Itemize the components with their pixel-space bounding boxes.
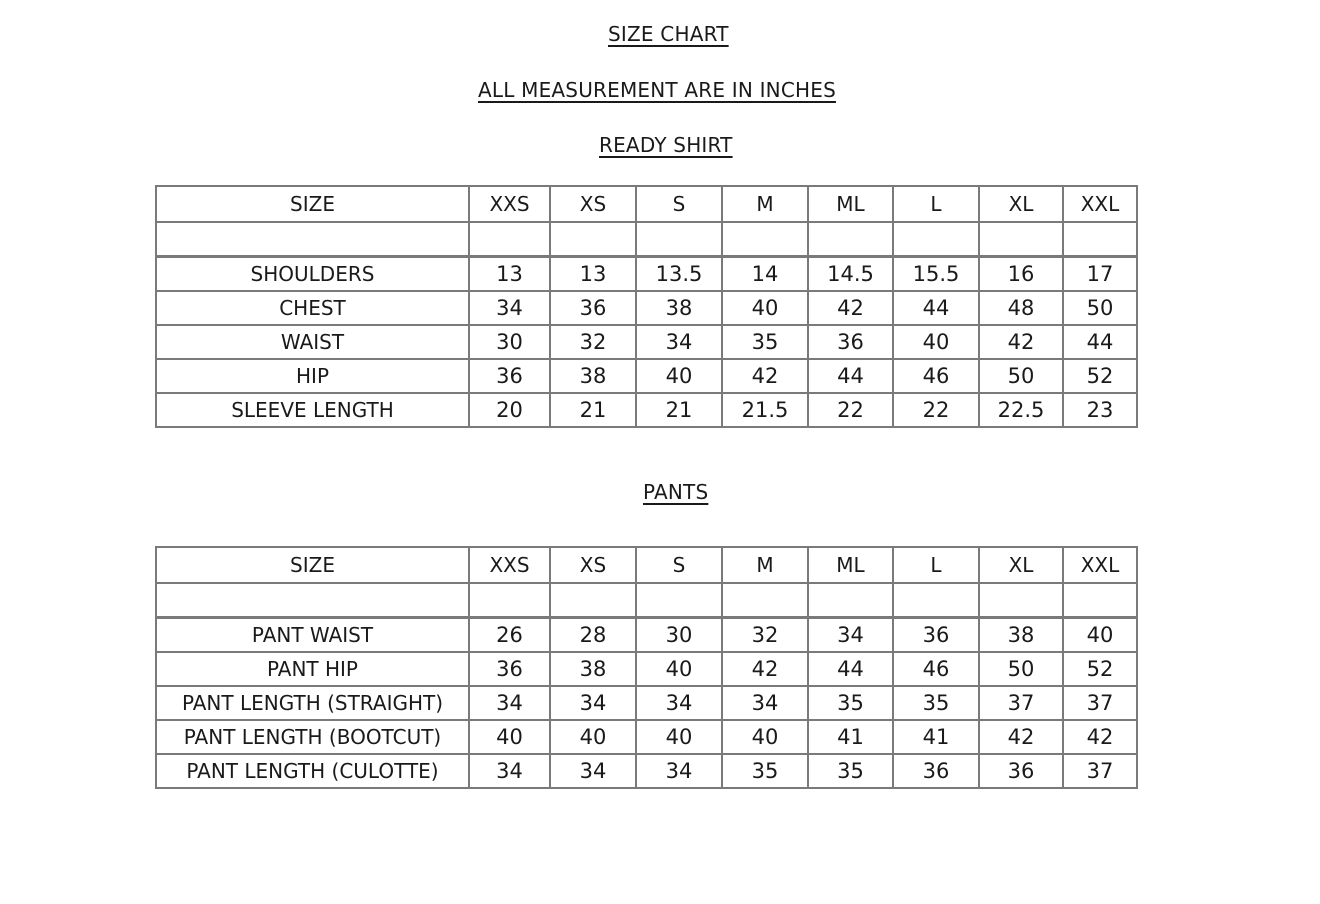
measurement-value: 44: [808, 359, 893, 393]
measurement-value: 40: [469, 720, 550, 754]
size-header-xxs: XXS: [469, 186, 550, 222]
pants-heading: PANTS: [643, 480, 709, 504]
pants-size-table: [155, 546, 1138, 789]
measurement-value: 21: [550, 393, 636, 427]
size-column-header: SIZE: [156, 186, 469, 222]
measurement-value: 52: [1063, 359, 1137, 393]
ready-shirt-size-table: [155, 185, 1138, 428]
empty-cell: [636, 583, 722, 618]
measurement-value: 40: [636, 720, 722, 754]
empty-cell: [550, 222, 636, 257]
table-blank-row: [156, 583, 1137, 618]
measurement-value: 41: [893, 720, 979, 754]
measurement-value: 44: [893, 291, 979, 325]
measurement-value: 37: [979, 686, 1063, 720]
table-blank-row: [156, 222, 1137, 257]
size-column-header: SIZE: [156, 547, 469, 583]
empty-cell: [979, 222, 1063, 257]
size-header-s: S: [636, 547, 722, 583]
table-row: [156, 257, 1137, 292]
empty-cell: [722, 583, 808, 618]
size-header-l: L: [893, 186, 979, 222]
measurement-value: 14.5: [808, 257, 893, 292]
measurement-label: PANT LENGTH (STRAIGHT): [156, 686, 469, 720]
size-header-xxs: XXS: [469, 547, 550, 583]
measurement-value: 34: [550, 686, 636, 720]
measurement-value: 38: [979, 618, 1063, 653]
measurement-value: 37: [1063, 754, 1137, 788]
measurement-label: CHEST: [156, 291, 469, 325]
measurement-value: 35: [893, 686, 979, 720]
size-header-xxl: XXL: [1063, 547, 1137, 583]
measurement-value: 22: [893, 393, 979, 427]
table-row: [156, 291, 1137, 325]
measurement-value: 48: [979, 291, 1063, 325]
measurement-value: 38: [550, 652, 636, 686]
measurement-value: 46: [893, 652, 979, 686]
measurement-label: PANT HIP: [156, 652, 469, 686]
measurement-value: 42: [722, 359, 808, 393]
measurement-value: 44: [808, 652, 893, 686]
measurement-value: 40: [636, 652, 722, 686]
measurement-value: 17: [1063, 257, 1137, 292]
table-header-row: [156, 186, 1137, 222]
measurement-value: 34: [469, 686, 550, 720]
empty-cell: [156, 222, 469, 257]
measurement-value: 34: [550, 754, 636, 788]
table-row: [156, 393, 1137, 427]
size-header-xs: XS: [550, 186, 636, 222]
page-title: SIZE CHART: [608, 22, 729, 46]
empty-cell: [808, 222, 893, 257]
table-row: [156, 686, 1137, 720]
table-row: [156, 359, 1137, 393]
size-header-ml: ML: [808, 547, 893, 583]
empty-cell: [1063, 222, 1137, 257]
measurement-value: 40: [722, 720, 808, 754]
measurement-value: 21: [636, 393, 722, 427]
empty-cell: [469, 583, 550, 618]
measurement-value: 36: [550, 291, 636, 325]
size-header-xl: XL: [979, 186, 1063, 222]
measurement-value: 13: [550, 257, 636, 292]
measurement-value: 30: [636, 618, 722, 653]
size-header-s: S: [636, 186, 722, 222]
measurement-value: 35: [808, 686, 893, 720]
measurement-value: 36: [469, 359, 550, 393]
measurement-value: 13: [469, 257, 550, 292]
measurement-value: 40: [636, 359, 722, 393]
measurement-value: 32: [722, 618, 808, 653]
measurement-value: 42: [722, 652, 808, 686]
empty-cell: [550, 583, 636, 618]
measurement-value: 50: [979, 652, 1063, 686]
empty-cell: [893, 222, 979, 257]
empty-cell: [722, 222, 808, 257]
measurement-value: 36: [893, 618, 979, 653]
measurement-value: 42: [1063, 720, 1137, 754]
measurement-value: 34: [636, 754, 722, 788]
size-header-xl: XL: [979, 547, 1063, 583]
measurement-value: 50: [1063, 291, 1137, 325]
measurement-value: 36: [893, 754, 979, 788]
measurement-value: 46: [893, 359, 979, 393]
measurement-label: SHOULDERS: [156, 257, 469, 292]
measurement-value: 36: [979, 754, 1063, 788]
measurement-label: WAIST: [156, 325, 469, 359]
measurement-value: 41: [808, 720, 893, 754]
measurement-value: 40: [1063, 618, 1137, 653]
empty-cell: [469, 222, 550, 257]
size-header-xxl: XXL: [1063, 186, 1137, 222]
measurement-unit-note: ALL MEASUREMENT ARE IN INCHES: [478, 78, 836, 102]
measurement-label: SLEEVE LENGTH: [156, 393, 469, 427]
measurement-value: 38: [636, 291, 722, 325]
measurement-value: 42: [979, 720, 1063, 754]
empty-cell: [1063, 583, 1137, 618]
measurement-value: 20: [469, 393, 550, 427]
measurement-value: 35: [722, 754, 808, 788]
measurement-label: HIP: [156, 359, 469, 393]
measurement-value: 22: [808, 393, 893, 427]
empty-cell: [979, 583, 1063, 618]
empty-cell: [156, 583, 469, 618]
table-row: [156, 720, 1137, 754]
table-row: [156, 754, 1137, 788]
size-header-m: M: [722, 186, 808, 222]
size-header-xs: XS: [550, 547, 636, 583]
measurement-value: 40: [893, 325, 979, 359]
ready-shirt-heading: READY SHIRT: [599, 133, 733, 157]
empty-cell: [808, 583, 893, 618]
measurement-value: 28: [550, 618, 636, 653]
measurement-value: 15.5: [893, 257, 979, 292]
measurement-value: 37: [1063, 686, 1137, 720]
measurement-value: 26: [469, 618, 550, 653]
measurement-value: 34: [808, 618, 893, 653]
empty-cell: [893, 583, 979, 618]
measurement-value: 34: [469, 754, 550, 788]
measurement-label: PANT LENGTH (BOOTCUT): [156, 720, 469, 754]
measurement-value: 30: [469, 325, 550, 359]
measurement-value: 23: [1063, 393, 1137, 427]
table-row: [156, 325, 1137, 359]
measurement-value: 21.5: [722, 393, 808, 427]
measurement-value: 36: [808, 325, 893, 359]
measurement-value: 35: [808, 754, 893, 788]
measurement-value: 16: [979, 257, 1063, 292]
measurement-value: 35: [722, 325, 808, 359]
table-row: [156, 652, 1137, 686]
measurement-value: 40: [722, 291, 808, 325]
measurement-value: 50: [979, 359, 1063, 393]
measurement-value: 42: [808, 291, 893, 325]
size-header-ml: ML: [808, 186, 893, 222]
size-header-m: M: [722, 547, 808, 583]
table-row: [156, 618, 1137, 653]
empty-cell: [636, 222, 722, 257]
measurement-value: 36: [469, 652, 550, 686]
measurement-value: 13.5: [636, 257, 722, 292]
measurement-value: 38: [550, 359, 636, 393]
measurement-value: 34: [636, 686, 722, 720]
size-header-l: L: [893, 547, 979, 583]
table-header-row: [156, 547, 1137, 583]
measurement-value: 34: [722, 686, 808, 720]
measurement-value: 44: [1063, 325, 1137, 359]
measurement-value: 34: [636, 325, 722, 359]
measurement-value: 34: [469, 291, 550, 325]
measurement-value: 40: [550, 720, 636, 754]
measurement-value: 22.5: [979, 393, 1063, 427]
measurement-value: 52: [1063, 652, 1137, 686]
measurement-label: PANT WAIST: [156, 618, 469, 653]
measurement-value: 32: [550, 325, 636, 359]
measurement-label: PANT LENGTH (CULOTTE): [156, 754, 469, 788]
measurement-value: 14: [722, 257, 808, 292]
measurement-value: 42: [979, 325, 1063, 359]
